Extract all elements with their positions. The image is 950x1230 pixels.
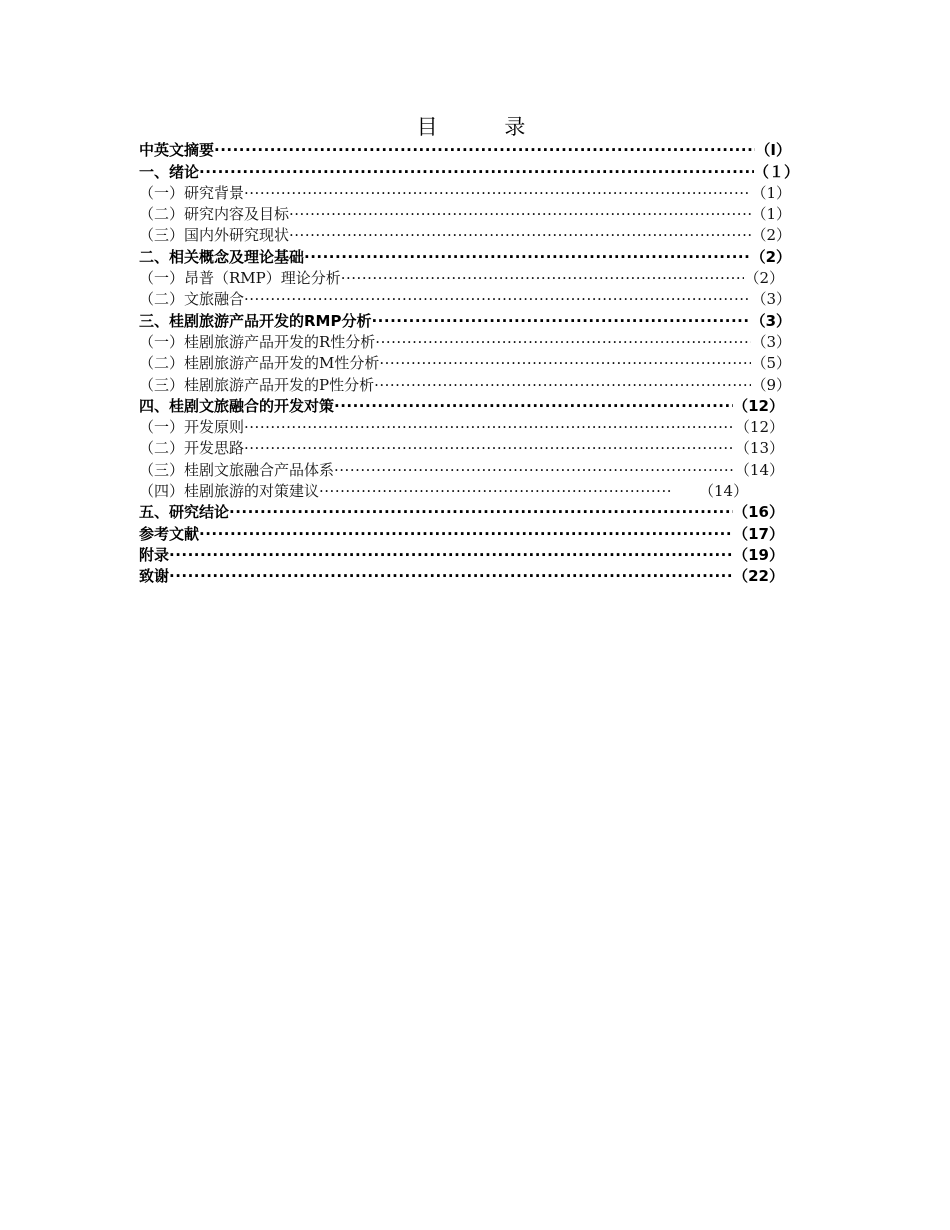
- toc-entry-label: 五、研究结论: [139, 503, 230, 522]
- toc-entry-page: （5）: [751, 354, 791, 373]
- toc-entry-label: （一）桂剧旅游产品开发的R性分析: [139, 332, 376, 351]
- dot-leader: [199, 524, 733, 545]
- toc-entry-label: 参考文献: [139, 524, 200, 543]
- toc-entry-page: （3）: [750, 311, 791, 330]
- toc-entry-label: （二）开发思路: [139, 439, 245, 458]
- toc-entry-page: （3）: [751, 290, 791, 309]
- toc-entry-page: （22）: [733, 567, 784, 586]
- toc-entry-page: （2）: [751, 226, 791, 245]
- toc-entry[interactable]: [139, 204, 791, 225]
- dot-leader: [244, 289, 751, 310]
- toc-entry[interactable]: [139, 417, 784, 438]
- toc-entry[interactable]: [139, 459, 784, 480]
- toc-entry-page: （3）: [751, 332, 791, 351]
- toc-entry[interactable]: [139, 268, 784, 289]
- toc-entry-page: （9）: [751, 375, 791, 394]
- toc-entry[interactable]: [139, 246, 791, 267]
- dot-leader: [304, 247, 751, 268]
- toc-entry-label: （三）国内外研究现状: [139, 226, 290, 245]
- toc-entry[interactable]: [139, 438, 784, 459]
- toc-entry-label: 致谢: [139, 567, 170, 586]
- dot-leader: [289, 204, 751, 225]
- dot-leader: [334, 460, 735, 481]
- toc-entry-label: 四、桂剧文旅融合的开发对策: [139, 396, 335, 415]
- dot-leader: [319, 481, 671, 502]
- toc-entry-label: （三）桂剧文旅融合产品体系: [139, 460, 335, 479]
- dot-leader: [214, 140, 755, 161]
- toc-entry[interactable]: [139, 396, 784, 417]
- toc-entry[interactable]: [139, 545, 784, 566]
- dot-leader: [375, 332, 751, 353]
- toc-entry-page: （19）: [733, 545, 784, 564]
- toc-entry-label: （一）开发原则: [139, 418, 245, 437]
- toc-entry[interactable]: [139, 374, 791, 395]
- toc-entry-page: （14）: [699, 482, 749, 501]
- toc-entry-page: （1）: [751, 183, 791, 202]
- table-of-contents: [139, 140, 799, 587]
- dot-leader: [169, 566, 733, 587]
- toc-entry-page: （17）: [733, 524, 784, 543]
- dot-leader: [341, 268, 745, 289]
- toc-entry[interactable]: [139, 332, 791, 353]
- toc-entry[interactable]: [139, 161, 799, 182]
- toc-entry-label: 二、相关概念及理论基础: [139, 247, 305, 266]
- dot-leader: [229, 502, 733, 523]
- toc-entry[interactable]: [139, 183, 791, 204]
- toc-entry-label: （二）研究内容及目标: [139, 205, 290, 224]
- toc-entry[interactable]: [139, 225, 791, 246]
- toc-entry-label: （一）研究背景: [139, 183, 245, 202]
- toc-entry[interactable]: [139, 310, 791, 331]
- toc-entry-page: （12）: [733, 396, 784, 415]
- dot-leader: [379, 353, 751, 374]
- toc-entry-label: （三）桂剧旅游产品开发的P性分析: [139, 375, 375, 394]
- toc-entry-page: （Ⅰ）: [755, 141, 791, 160]
- dot-leader: [244, 438, 735, 459]
- toc-entry-label: （二）桂剧旅游产品开发的M性分析: [139, 354, 380, 373]
- toc-entry[interactable]: [139, 289, 791, 310]
- toc-entry-label: 附录: [139, 545, 170, 564]
- toc-entry-label: 三、桂剧旅游产品开发的RMP分析: [139, 311, 372, 330]
- toc-entry[interactable]: [139, 353, 791, 374]
- dot-leader: [244, 417, 735, 438]
- dot-leader: [371, 311, 750, 332]
- dot-leader: [199, 162, 754, 183]
- toc-entry-page: （12）: [734, 418, 784, 437]
- toc-title: 目 录: [416, 115, 556, 139]
- toc-entry[interactable]: [139, 566, 784, 587]
- toc-entry-page: （2）: [744, 269, 784, 288]
- toc-entry-page: （１）: [753, 162, 799, 181]
- toc-entry-page: （1）: [751, 205, 791, 224]
- toc-entry-page: （13）: [734, 439, 784, 458]
- toc-entry-label: （二）文旅融合: [139, 290, 245, 309]
- dot-leader: [289, 225, 751, 246]
- dot-leader: [244, 183, 751, 204]
- toc-entry[interactable]: [139, 140, 791, 161]
- toc-entry[interactable]: [139, 502, 784, 523]
- dot-leader: [374, 375, 751, 396]
- toc-entry-page: （14）: [734, 460, 784, 479]
- toc-entry-label: 中英文摘要: [139, 141, 215, 160]
- toc-entry-label: 一、绪论: [139, 162, 200, 181]
- toc-entry-page: （16）: [733, 503, 784, 522]
- toc-entry-page: （2）: [750, 247, 791, 266]
- toc-entry[interactable]: [139, 481, 784, 502]
- dot-leader: [169, 545, 733, 566]
- toc-entry-label: （一）昂普（RMP）理论分析: [139, 269, 341, 288]
- dot-leader: [334, 396, 733, 417]
- toc-entry[interactable]: [139, 523, 784, 544]
- toc-entry-label: （四）桂剧旅游的对策建议: [139, 482, 320, 501]
